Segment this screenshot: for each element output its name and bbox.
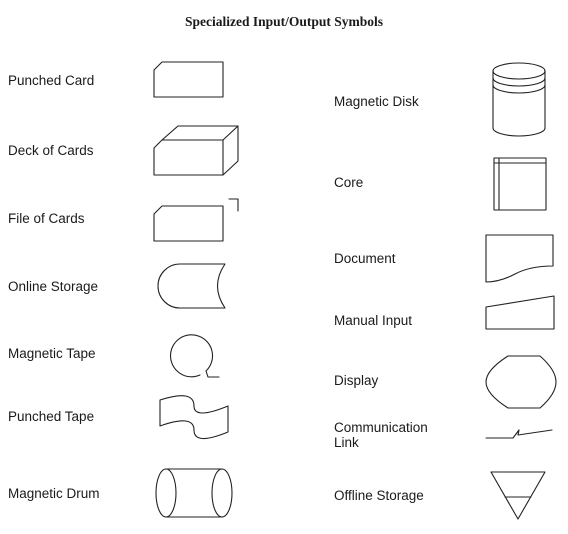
label-punched-tape: Punched Tape xyxy=(8,409,95,424)
label-online-storage: Online Storage xyxy=(8,279,99,294)
offline-storage-icon xyxy=(491,472,545,519)
label-magnetic-disk: Magnetic Disk xyxy=(334,94,419,109)
label-file-of-cards: File of Cards xyxy=(8,211,85,226)
communication-link-icon xyxy=(486,430,552,438)
punched-card-icon xyxy=(154,62,223,97)
display-icon xyxy=(486,356,556,408)
label-core: Core xyxy=(334,175,364,190)
punched-tape-icon xyxy=(160,396,228,439)
label-manual-input: Manual Input xyxy=(334,313,413,328)
manual-input-icon xyxy=(486,296,554,329)
label-offline-storage: Offline Storage xyxy=(334,488,424,503)
file-of-cards-icon xyxy=(154,199,238,241)
deck-of-cards-icon xyxy=(154,126,238,175)
label-display: Display xyxy=(334,373,379,388)
magnetic-drum-icon xyxy=(156,469,232,517)
document-icon xyxy=(486,235,553,282)
label-magnetic-drum: Magnetic Drum xyxy=(8,486,100,501)
label-punched-card: Punched Card xyxy=(8,73,95,88)
online-storage-icon xyxy=(158,264,225,308)
label-deck-of-cards: Deck of Cards xyxy=(8,143,94,158)
page-title: Specialized Input/Output Symbols xyxy=(184,14,384,29)
magnetic-disk-icon xyxy=(493,63,545,136)
label-communication-link: Communication Link xyxy=(334,420,428,450)
core-icon xyxy=(494,158,546,210)
magnetic-tape-icon xyxy=(171,335,219,377)
label-magnetic-tape: Magnetic Tape xyxy=(8,346,96,361)
label-document: Document xyxy=(334,251,396,266)
